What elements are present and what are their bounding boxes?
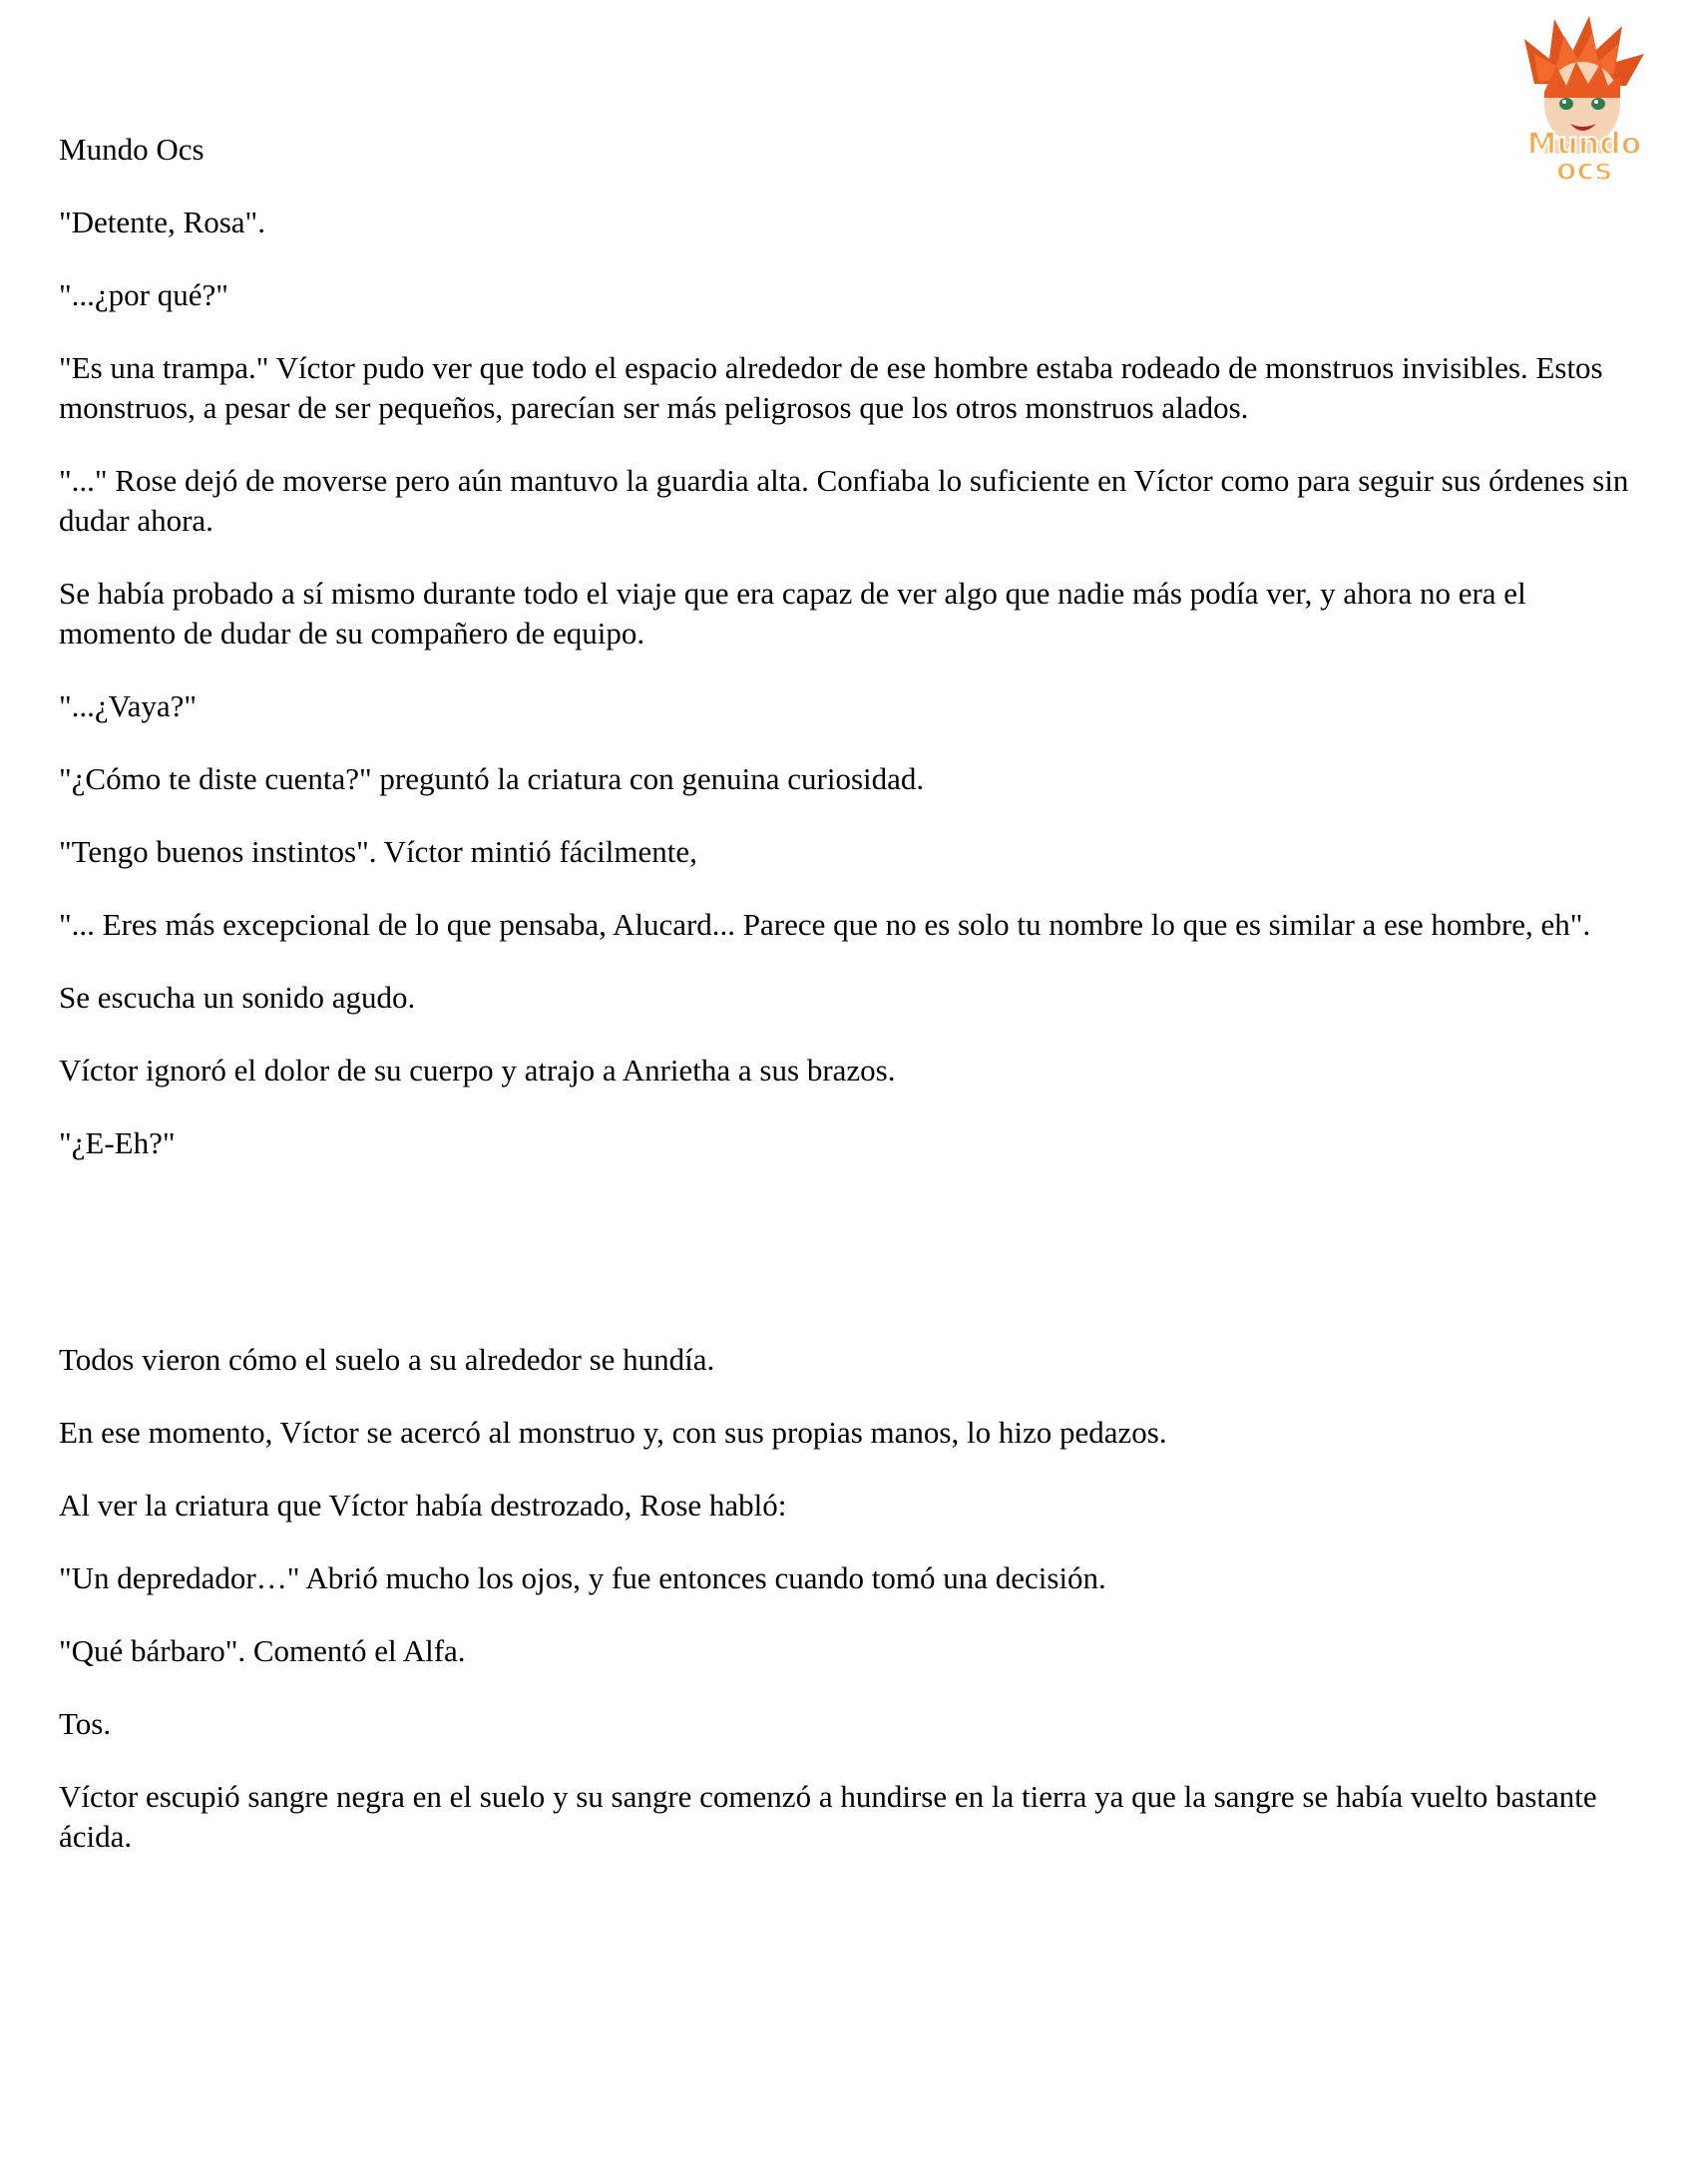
document-body [59, 130, 1645, 1890]
paragraph: En ese momento, Víctor se acercó al monstruo y, con sus propias manos, lo hizo pedazos. [59, 1415, 1167, 1450]
paragraph: Se escucha un sonido agudo. [59, 980, 416, 1015]
svg-text:ocs: ocs [1555, 153, 1613, 184]
paragraph: "..." Rose dejó de moverse pero aún mantuvo la guardia alta. Confiaba lo suficiente en Víctor como para seguir sus órdenes sin dudar ahora. [59, 463, 1629, 538]
paragraph: Todos vieron cómo el suelo a su alrededor se hundía. [59, 1342, 715, 1377]
paragraph: "Tengo buenos instintos". Víctor mintió fácilmente, [59, 834, 697, 869]
paragraph: Se había probado a sí mismo durante todo el viaje que era capaz de ver algo que nadie más podía ver, y ahora no era el momento de dudar de su compañero de equipo. [59, 576, 1526, 651]
paragraph: "¿E-Eh?" [59, 1125, 176, 1160]
paragraph: "¿Cómo te diste cuenta?" preguntó la criatura con genuina curiosidad. [59, 761, 925, 796]
paragraph: Víctor escupió sangre negra en el suelo y su sangre comenzó a hundirse en la tierra ya que la sangre se había vuelto bastante ácida. [59, 1779, 1597, 1854]
paragraph: "...¿por qué?" [59, 277, 228, 312]
document-title: Mundo Ocs [59, 132, 205, 167]
paragraph: Al ver la criatura que Víctor había destrozado, Rose habló: [59, 1488, 787, 1523]
paragraph: "...¿Vaya?" [59, 688, 198, 723]
paragraph: "Detente, Rosa". [59, 205, 265, 239]
paragraph: "Qué bárbaro". Comentó el Alfa. [59, 1633, 466, 1668]
paragraph: "Es una trampa." Víctor pudo ver que todo el espacio alrededor de ese hombre estaba rodeado de monstruos invisibles. Estos monstruos, a pesar de ser pequeños, parecían ser más peligrosos que los otros monstruos alados. [59, 350, 1603, 425]
paragraph: "... Eres más excepcional de lo que pensaba, Alucard... Parece que no es solo tu nombre lo que es similar a ese hombre, eh". [59, 907, 1591, 942]
svg-text:Mundo: Mundo [1526, 127, 1642, 162]
section-gap [59, 1196, 1645, 1340]
paragraph: Tos. [59, 1706, 112, 1741]
paragraph: Víctor ignoró el dolor de su cuerpo y atrajo a Anrietha a sus brazos. [59, 1053, 896, 1088]
paragraph: "Un depredador…" Abrió mucho los ojos, y fue entonces cuando tomó una decisión. [59, 1560, 1106, 1595]
